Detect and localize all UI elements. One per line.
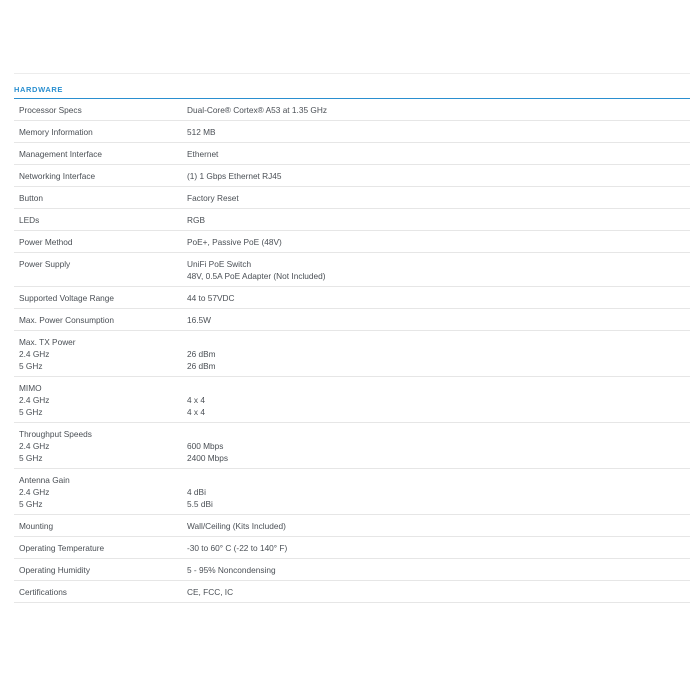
spec-value-line: Dual-Core® Cortex® A53 at 1.35 GHz	[187, 105, 327, 115]
spec-row	[14, 187, 690, 209]
spec-row	[14, 143, 690, 165]
spec-label	[14, 258, 182, 282]
spec-value-line: UniFi PoE Switch	[187, 259, 252, 269]
spec-value-line	[187, 474, 690, 486]
spec-label	[14, 170, 182, 182]
spec-label-line: 2.4 GHz	[19, 487, 50, 497]
spec-row	[14, 287, 690, 309]
spec-label-line: Certifications	[19, 587, 67, 597]
spec-label	[14, 126, 182, 138]
spec-value	[182, 542, 690, 554]
spec-label	[14, 336, 182, 372]
spec-value	[182, 336, 690, 372]
spec-label-line: 2.4 GHz	[19, 395, 50, 405]
spec-value-line: 26 dBm	[187, 349, 216, 359]
spec-value-line: 4 x 4	[187, 395, 205, 405]
spec-value-line: 26 dBm	[187, 361, 216, 371]
spec-row	[14, 537, 690, 559]
spec-label	[14, 564, 182, 576]
spec-label	[14, 148, 182, 160]
spec-value-line	[187, 336, 690, 348]
spec-label	[14, 542, 182, 554]
spec-value	[182, 104, 690, 116]
spec-value	[182, 586, 690, 598]
spec-value-line: Ethernet	[187, 149, 219, 159]
spec-row	[14, 99, 690, 121]
spec-value	[182, 148, 690, 160]
spec-label	[14, 104, 182, 116]
spec-row	[14, 209, 690, 231]
spec-value-line: PoE+, Passive PoE (48V)	[187, 237, 282, 247]
spec-value-line: RGB	[187, 215, 205, 225]
spec-row	[14, 423, 690, 469]
spec-label-line: 5 GHz	[19, 499, 43, 509]
spec-value-line: 5 - 95% Noncondensing	[187, 565, 276, 575]
spec-value	[182, 428, 690, 464]
spec-value	[182, 258, 690, 282]
spec-label-line: MIMO	[19, 383, 42, 393]
spec-value-line: CE, FCC, IC	[187, 587, 234, 597]
spec-row	[14, 231, 690, 253]
spec-value-line: 44 to 57VDC	[187, 293, 235, 303]
spec-label-line: Max. TX Power	[19, 337, 76, 347]
spec-label	[14, 474, 182, 510]
spec-label-line: Max. Power Consumption	[19, 315, 114, 325]
spec-value-line: 512 MB	[187, 127, 216, 137]
spec-label-line: Memory Information	[19, 127, 93, 137]
spec-row	[14, 377, 690, 423]
spec-label-line: Management Interface	[19, 149, 103, 159]
spec-row	[14, 331, 690, 377]
spec-label-line: Power Supply	[19, 259, 71, 269]
spec-value-line: -30 to 60° C (-22 to 140° F)	[187, 543, 288, 553]
spec-value-line: 4 dBi	[187, 487, 206, 497]
spec-value-line: 600 Mbps	[187, 441, 224, 451]
spec-value-line: 2400 Mbps	[187, 453, 229, 463]
spec-value	[182, 564, 690, 576]
spec-label	[14, 192, 182, 204]
spec-row	[14, 309, 690, 331]
spec-label	[14, 214, 182, 226]
spec-value-line: Factory Reset	[187, 193, 239, 203]
spec-label-line: Antenna Gain	[19, 475, 70, 485]
spec-label-line: Mounting	[19, 521, 54, 531]
spec-label-line: Networking Interface	[19, 171, 96, 181]
spec-value-line: 5.5 dBi	[187, 499, 213, 509]
spec-value-line: 48V, 0.5A PoE Adapter (Not Included)	[187, 271, 326, 281]
spec-table	[14, 99, 690, 603]
spec-row	[14, 559, 690, 581]
spec-label-line: 5 GHz	[19, 407, 43, 417]
spec-label-line: 5 GHz	[19, 453, 43, 463]
spec-sheet	[14, 73, 690, 603]
spec-label	[14, 586, 182, 598]
spec-label-line: 2.4 GHz	[19, 349, 50, 359]
spec-row	[14, 469, 690, 515]
spec-label	[14, 428, 182, 464]
spec-value	[182, 292, 690, 304]
spec-value	[182, 474, 690, 510]
spec-value	[182, 382, 690, 418]
spec-label-line: Processor Specs	[19, 105, 82, 115]
spec-value	[182, 170, 690, 182]
spec-row	[14, 121, 690, 143]
spec-value	[182, 314, 690, 326]
spec-value	[182, 214, 690, 226]
spec-label-line: Operating Humidity	[19, 565, 91, 575]
spec-label	[14, 292, 182, 304]
spec-label	[14, 314, 182, 326]
spec-value	[182, 126, 690, 138]
spec-row	[14, 165, 690, 187]
spec-label-line: Power Method	[19, 237, 73, 247]
spec-value-line	[187, 428, 690, 440]
section-title: HARDWARE	[14, 74, 690, 99]
spec-value-line: Wall/Ceiling (Kits Included)	[187, 521, 286, 531]
spec-row	[14, 253, 690, 287]
spec-label-line: Button	[19, 193, 43, 203]
spec-label-line: Operating Temperature	[19, 543, 105, 553]
spec-value-line: (1) 1 Gbps Ethernet RJ45	[187, 171, 282, 181]
spec-label	[14, 382, 182, 418]
spec-label	[14, 236, 182, 248]
spec-value	[182, 520, 690, 532]
spec-label-line: LEDs	[19, 215, 40, 225]
spec-label-line: 2.4 GHz	[19, 441, 50, 451]
spec-value-line: 4 x 4	[187, 407, 205, 417]
spec-value-line: 16.5W	[187, 315, 211, 325]
spec-row	[14, 581, 690, 603]
spec-value	[182, 236, 690, 248]
spec-label-line: 5 GHz	[19, 361, 43, 371]
spec-label-line: Throughput Speeds	[19, 429, 92, 439]
spec-value-line	[187, 382, 690, 394]
spec-label-line: Supported Voltage Range	[19, 293, 115, 303]
spec-label	[14, 520, 182, 532]
spec-value	[182, 192, 690, 204]
spec-row	[14, 515, 690, 537]
